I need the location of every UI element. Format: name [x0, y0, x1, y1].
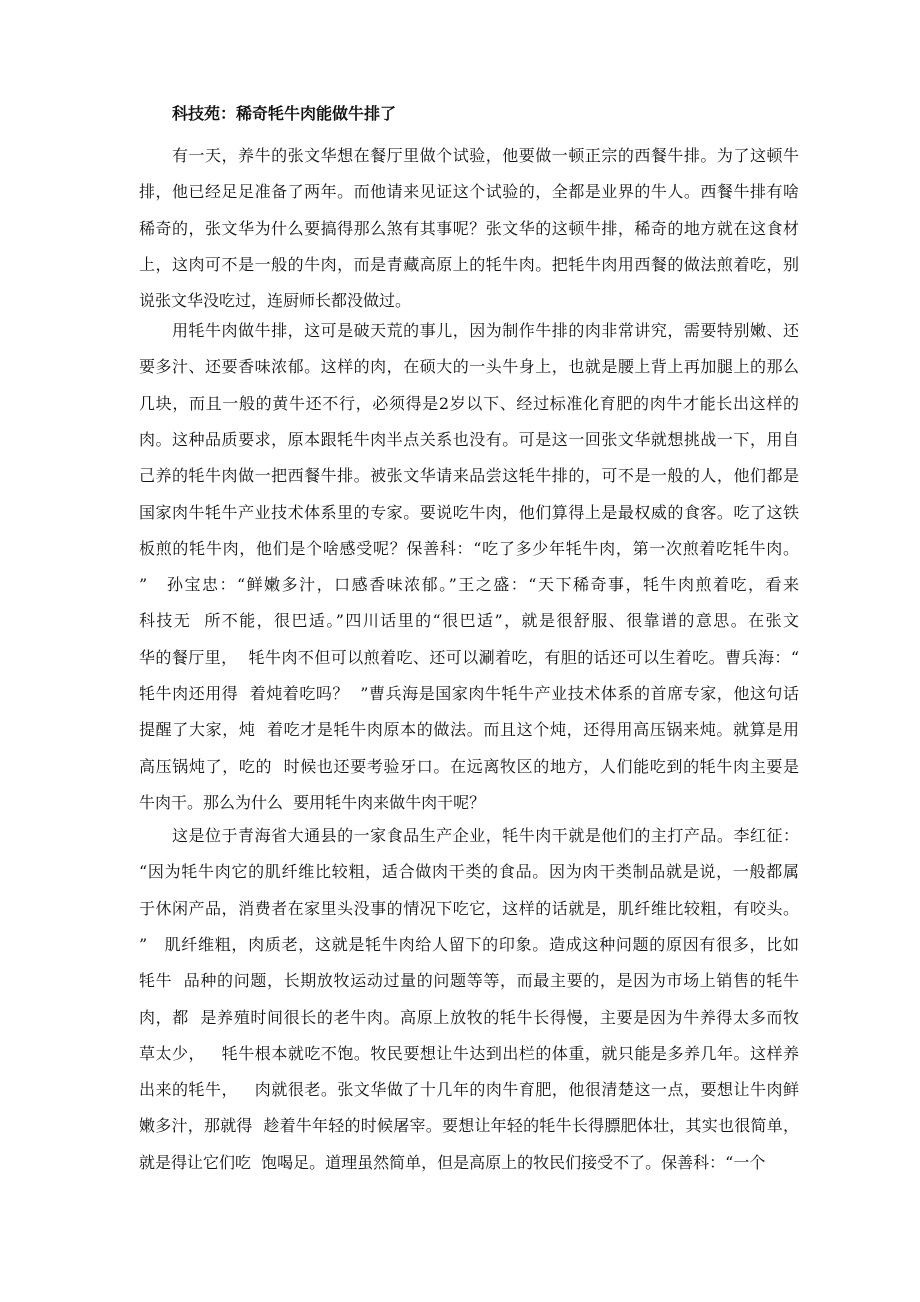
text-line: 华的餐厅里， 牦牛肉不但可以煎着吃、还可以涮着吃，有胆的话还可以生着吃。曹兵海：“ [139, 647, 799, 667]
text-line: ” 孙宝忠：“鲜嫩多汁，口感香味浓郁。”王之盛：“天下稀奇事，牦牛肉煎着吃，看来 [139, 575, 799, 595]
text-line: 肉，都 是养殖时间很长的老牛肉。高原上放牧的牦牛长得慢，主要是因为牛养得太多而牧 [139, 1007, 799, 1027]
text-line: 出来的牦牛， 肉就很老。张文华做了十几年的肉牛育肥，他很清楚这一点，要想让牛肉鲜 [139, 1080, 799, 1100]
text-line: 上，这肉可不是一般的牛肉，而是青藏高原上的牦牛肉。把牦牛肉用西餐的做法煎着吃，别 [139, 254, 799, 274]
text-line: 牛肉干。那么为什么 要用牦牛肉来做牛肉干呢？ [139, 792, 486, 812]
text-line: 牦牛肉还用得 着炖着吃吗？ ”曹兵海是国家肉牛牦牛产业技术体系的首席专家，他这句话 [139, 684, 799, 703]
text-line: 提醒了大家，炖 着吃才是牦牛肉原本的做法。而且这个炖，还得用高压锅来炖。就算是用 [139, 720, 799, 740]
text-line: 有一天，养牛的张文华想在餐厅里做个试验，他要做一顿正宗的西餐牛排。为了这顿牛 [172, 146, 799, 165]
text-line: 排，他已经足足准备了两年。而他请来见证这个试验的，全都是业界的牛人。西餐牛排有啥 [139, 182, 799, 202]
text-line: 几块，而且一般的黄牛还不行，必须得是2岁以下、经过标准化育肥的肉牛才能长出这样的 [139, 393, 799, 413]
text-line: 嫩多汁，那就得 趁着牛年轻的时候屠宰。要想让年轻的牦牛长得膘肥体壮，其实也很简单， [139, 1116, 799, 1136]
text-line: 于休闲产品，消费者在家里头没事的情况下吃它，这样的话就是，肌纤维比较粗，有咬头。 [139, 898, 799, 918]
text-line: 高压锅炖了，吃的 时候也还要考验牙口。在远离牧区的地方，人们能吃到的牦牛肉主要是 [139, 756, 799, 776]
text-line: 草太少， 牦牛根本就吃不饱。牧民要想让牛达到出栏的体重，就只能是多养几年。这样养 [139, 1043, 799, 1063]
text-line: 国家肉牛牦牛产业技术体系里的专家。要说吃牛肉，他们算得上是最权威的食客。吃了这铁 [139, 502, 799, 522]
text-line: ” 肌纤维粗，肉质老，这就是牦牛肉给人留下的印象。造成这种问题的原因有很多，比如 [139, 934, 799, 954]
text-line: 就是得让它们吃 饱喝足。道理虽然简单，但是高原上的牧民们接受不了。保善科：“一个 [139, 1152, 766, 1172]
text-line: 科技无 所不能，很巴适。”四川话里的“很巴适”，就是很舒服、很靠谱的意思。在张文 [139, 611, 799, 631]
text-line: “因为牦牛肉它的肌纤维比较粗，适合做肉干类的食品。因为肉干类制品就是说，一般都属 [139, 862, 799, 882]
text-line: 用牦牛肉做牛排，这可是破天荒的事儿，因为制作牛排的肉非常讲究，需要特别嫩、还 [172, 321, 799, 340]
text-line: 牦牛 品种的问题，长期放牧运动过量的问题等等，而最主要的，是因为市场上销售的牦牛 [139, 971, 799, 991]
text-line: 稀奇的，张文华为什么要搞得那么煞有其事呢？张文华的这顿牛排，稀奇的地方就在这食材 [139, 218, 799, 238]
text-line: 要多汁、还要香味浓郁。这样的肉，在硕大的一头牛身上，也就是腰上背上再加腿上的那么 [139, 357, 799, 377]
document-title: 科技苑：稀奇牦牛肉能做牛排了 [172, 104, 397, 123]
text-line: 己养的牦牛肉做一把西餐牛排。被张文华请来品尝这牦牛排的，可不是一般的人，他们都是 [139, 466, 799, 486]
text-line: 说张文华没吃过，连厨师长都没做过。 [139, 291, 412, 311]
text-line: 板煎的牦牛肉，他们是个啥感受呢？保善科：“吃了多少年牦牛肉，第一次煎着吃牦牛肉。 [139, 538, 799, 558]
text-line: 肉。这种品质要求，原本跟牦牛肉半点关系也没有。可是这一回张文华就想挑战一下，用自 [139, 429, 799, 449]
text-line: 这是位于青海省大通县的一家食品生产企业，牦牛肉干就是他们的主打产品。李红征： [172, 826, 799, 845]
